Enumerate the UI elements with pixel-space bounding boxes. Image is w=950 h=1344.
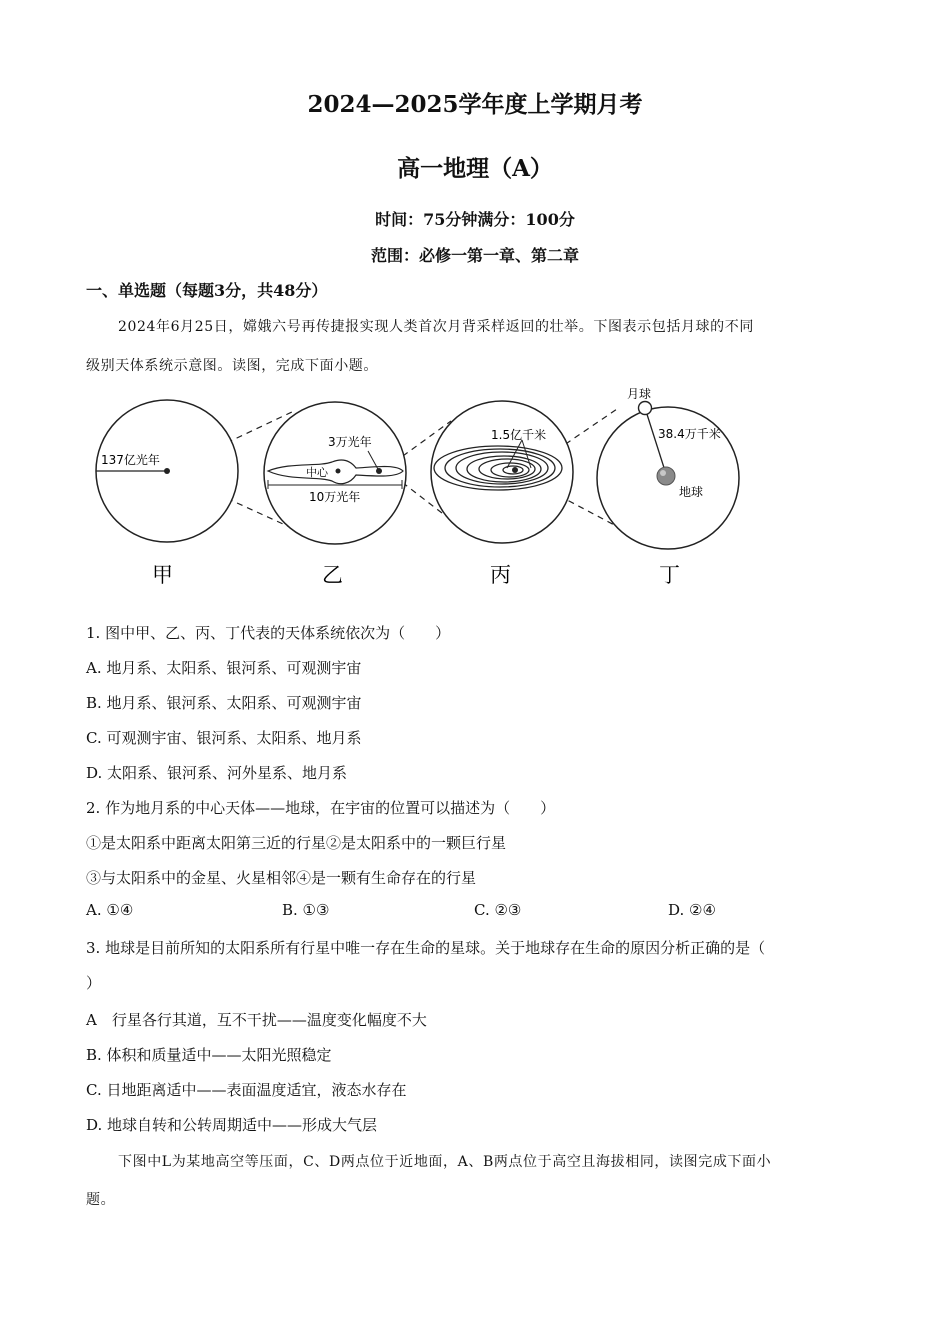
q3-stem-line-1: 3. 地球是目前所知的太阳系所有行星中唯一存在生命的星球。关于地球存在生命的原因分析正确的是（ — [86, 939, 766, 957]
yi-diameter-label: 10万光年 — [309, 490, 361, 504]
q3-option-a[interactable]: A 行星各行其道，互不干扰——温度变化幅度不大 — [86, 1011, 427, 1029]
time-score: 时间：75分钟满分：100分 — [375, 210, 575, 229]
exam-scope: 范围：必修一第一章、第二章 — [370, 246, 579, 265]
earth-icon — [657, 467, 675, 485]
q3-option-d[interactable]: D. 地球自转和公转周期适中——形成大气层 — [86, 1116, 378, 1134]
circle-jia — [96, 400, 238, 587]
moon-icon — [639, 402, 652, 415]
intro-line-2: 级别天体系统示意图。读图，完成下面小题。 — [86, 358, 378, 374]
circle-yi — [264, 402, 406, 587]
q2-statements-1: ①是太阳系中距离太阳第三近的行星②是太阳系中的一颗巨行星 — [86, 834, 507, 852]
q1-option-b[interactable]: B. 地月系、银河系、太阳系、可观测宇宙 — [86, 694, 362, 712]
sun-icon — [512, 467, 518, 473]
q3-option-c[interactable]: C. 日地距离适中——表面温度适宜，液态水存在 — [86, 1081, 407, 1099]
q1-option-a[interactable]: A. 地月系、太阳系、银河系、可观测宇宙 — [86, 659, 362, 677]
exam-title: 2024—2025学年度上学期月考 — [307, 91, 643, 118]
ding-distance-label: 38.4万千米 — [658, 427, 721, 441]
ding-moon-label: 月球 — [627, 387, 652, 401]
yi-thickness-label: 3万光年 — [328, 435, 372, 449]
celestial-systems-figure — [0, 380, 950, 595]
exam-subtitle: 高一地理（A） — [397, 155, 553, 182]
q2-statements-2: ③与太阳系中的金星、火星相邻④是一颗有生命存在的行星 — [86, 869, 477, 887]
caption-ding: 丁 — [659, 563, 680, 587]
q1-option-d[interactable]: D. 太阳系、银河系、河外星系、地月系 — [86, 764, 348, 782]
intro2-line-2: 题。 — [86, 1192, 116, 1208]
bing-distance-label: 1.5亿千米 — [491, 428, 547, 442]
q3-stem-line-2: ） — [86, 974, 102, 992]
q2-option-d[interactable]: D. ②④ — [668, 901, 716, 919]
q2-option-b[interactable]: B. ①③ — [282, 901, 330, 919]
q1-stem: 1. 图中甲、乙、丙、丁代表的天体系统依次为（ ） — [86, 624, 451, 642]
caption-bing: 丙 — [490, 563, 511, 587]
intro2-line-1: 下图中L为某地高空等压面，C、D两点位于近地面，A、B两点位于高空且海拔相同，读图完成下面小 — [118, 1154, 772, 1170]
yi-center-label: 中心 — [306, 466, 328, 479]
q3-option-b[interactable]: B. 体积和质量适中——太阳光照稳定 — [86, 1046, 332, 1064]
q2-option-a[interactable]: A. ①④ — [86, 901, 134, 919]
circle-ding — [597, 386, 739, 587]
q1-option-c[interactable]: C. 可观测宇宙、银河系、太阳系、地月系 — [86, 729, 362, 747]
caption-jia: 甲 — [152, 563, 173, 587]
q2-stem: 2. 作为地月系的中心天体——地球，在宇宙的位置可以描述为（ ） — [86, 799, 556, 817]
jia-radius-label: 137亿光年 — [101, 453, 160, 467]
q2-option-c[interactable]: C. ②③ — [474, 901, 522, 919]
circle-bing — [431, 401, 573, 587]
ding-earth-label: 地球 — [679, 485, 704, 499]
caption-yi: 乙 — [322, 563, 343, 587]
intro-line-1: 2024年6月25日，嫦娥六号再传捷报实现人类首次月背采样返回的壮举。下图表示包括月球的不同 — [118, 319, 754, 335]
section-heading: 一、单选题（每题3分，共48分） — [86, 281, 328, 300]
